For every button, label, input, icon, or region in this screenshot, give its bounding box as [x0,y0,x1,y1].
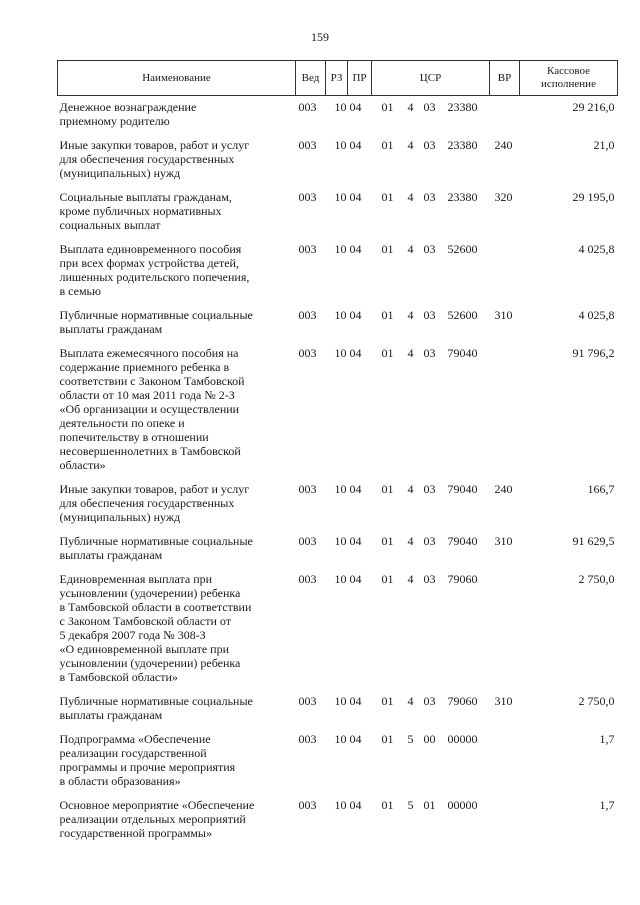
row-csr-part: 01 [381,100,394,114]
row-name-line: Публичные нормативные социальные [59,534,253,548]
row-vr: 240 [494,482,513,496]
row-ved: 003 [298,346,317,360]
row-name [58,96,296,129]
row-pr: 04 [349,534,362,548]
row-sum: 21,0 [593,138,615,152]
row-rz: 10 [334,572,347,586]
row-csr-part: 4 [407,534,414,548]
row-vr: 310 [494,534,513,548]
row-csr-part: 01 [381,190,394,204]
row-csr [372,684,490,722]
row-pr: 04 [349,732,362,746]
header-rz: РЗ [326,61,348,96]
row-csr [372,128,490,180]
row-name-line: Основное мероприятие «Обеспечение [59,798,255,812]
row-csr-part: 00000 [447,798,478,812]
row-name-line: «О единовременной выплате при [59,642,230,656]
header-sum-line2: исполнение [541,78,596,90]
row-csr-part: 79040 [447,534,478,548]
row-name-line: (муниципальных) нужд [59,166,181,180]
row-name-line: с Законом Тамбовской области от [59,614,231,628]
row-sum: 1,7 [599,732,615,746]
row-name-line: Социальные выплаты гражданам, [59,190,232,204]
row-pr: 04 [349,572,362,586]
row-name-line: Денежное вознаграждение [59,100,197,114]
row-csr-part: 4 [407,346,414,360]
row-name [58,298,296,336]
row-csr-part: 03 [423,100,436,114]
row-vr: 240 [494,138,513,152]
row-ved: 003 [298,534,317,548]
row-csr-part: 00 [423,732,436,746]
row-name [58,722,296,788]
row-pr: 04 [349,346,362,360]
row-name-line: Единовременная выплата при [59,572,213,586]
header-vr: ВР [490,61,520,96]
row-csr-part: 00000 [447,732,478,746]
row-name-line: содержание приемного ребенка в [59,360,230,374]
row-ved: 003 [298,482,317,496]
row-name [58,128,296,180]
row-csr-part: 4 [407,242,414,256]
row-csr [372,180,490,232]
row-csr [372,298,490,336]
row-name [58,524,296,562]
row-name-line: Иные закупки товаров, работ и услуг [59,482,250,496]
row-name-line: для обеспечения государственных [59,152,235,166]
table-row [58,684,618,722]
row-csr-part: 5 [407,798,414,812]
row-sum: 166,7 [587,482,615,496]
row-csr-part: 01 [381,138,394,152]
row-ved: 003 [298,100,317,114]
row-csr-part: 01 [381,242,394,256]
row-name-line: области от 10 мая 2011 года № 2-З [59,388,235,402]
row-csr-part: 79040 [447,346,478,360]
row-csr-part: 01 [381,308,394,322]
row-ved: 003 [298,732,317,746]
row-name-line: усыновлении (удочерении) ребенка [59,586,241,600]
row-csr-part: 01 [381,346,394,360]
row-name-line: реализации государственной [59,746,207,760]
row-sum: 2 750,0 [578,694,615,708]
row-sum: 29 216,0 [572,100,615,114]
row-name-line: Публичные нормативные социальные [59,308,253,322]
row-rz: 10 [334,190,347,204]
row-csr-part: 01 [381,694,394,708]
row-csr-part: 03 [423,190,436,204]
row-csr-part: 03 [423,138,436,152]
row-csr [372,562,490,684]
row-csr-part: 79060 [447,694,478,708]
header-sum [520,61,618,96]
row-csr [372,472,490,524]
row-name-line: Выплата единовременного пособия [59,242,242,256]
row-csr-part: 4 [407,482,414,496]
row-name-line: при всех формах устройства детей, [59,256,239,270]
row-vr [490,562,520,684]
row-name [58,684,296,722]
row-csr [372,524,490,562]
row-name [58,562,296,684]
row-csr-part: 4 [407,100,414,114]
table-row [58,788,618,840]
row-name-line: в Тамбовской области» [59,670,178,684]
row-name-line: Подпрограмма «Обеспечение [59,732,211,746]
row-rz: 10 [334,346,347,360]
row-name [58,788,296,840]
row-csr-part: 01 [381,572,394,586]
row-csr-part: 4 [407,190,414,204]
row-vr [490,336,520,472]
row-name-line: программы и прочие мероприятия [59,760,236,774]
row-name-line: Иные закупки товаров, работ и услуг [59,138,250,152]
row-csr-part: 4 [407,308,414,322]
row-name-line: усыновлении (удочерении) ребенка [59,656,241,670]
row-name-line: области» [59,458,106,472]
row-rz: 10 [334,732,347,746]
row-vr [490,232,520,298]
header-name: Наименование [58,61,296,96]
row-sum: 29 195,0 [572,190,615,204]
row-name-line: реализации отдельных мероприятий [59,812,246,826]
row-name-line: деятельности по опеке и [59,416,185,430]
row-csr-part: 03 [423,572,436,586]
row-csr-part: 03 [423,346,436,360]
row-name-line: выплаты гражданам [59,322,163,336]
row-pr: 04 [349,482,362,496]
row-csr-part: 4 [407,138,414,152]
row-sum: 2 750,0 [578,572,615,586]
row-name [58,472,296,524]
table-row [58,96,618,129]
row-ved: 003 [298,190,317,204]
row-name-line: государственной программы» [59,826,212,840]
row-csr-part: 4 [407,694,414,708]
row-csr-part: 01 [381,482,394,496]
row-vr [490,722,520,788]
header-csr: ЦСР [372,61,490,96]
row-ved: 003 [298,694,317,708]
row-csr-part: 23380 [447,138,478,152]
table-row [58,128,618,180]
row-name-line: попечительству в отношении [59,430,209,444]
row-rz: 10 [334,534,347,548]
row-rz: 10 [334,138,347,152]
row-csr-part: 01 [381,732,394,746]
row-pr: 04 [349,190,362,204]
row-sum: 4 025,8 [578,242,615,256]
header-pr: ПР [348,61,372,96]
row-name-line: выплаты гражданам [59,548,163,562]
row-csr-part: 03 [423,534,436,548]
table-row [58,180,618,232]
row-name-line: «Об организации и осуществлении [59,402,240,416]
budget-table [57,60,618,840]
table-row [58,336,618,472]
row-name-line: несовершеннолетних в Тамбовской [59,444,241,458]
row-name [58,180,296,232]
row-name [58,336,296,472]
row-csr-part: 01 [381,798,394,812]
header-ved: Вед [296,61,326,96]
row-csr [372,788,490,840]
table-row [58,472,618,524]
row-csr-part: 01 [423,798,436,812]
row-csr [372,336,490,472]
row-name-line: соответствии с Законом Тамбовской [59,374,245,388]
row-csr [372,722,490,788]
row-name-line: в семью [59,284,101,298]
row-pr: 04 [349,798,362,812]
row-rz: 10 [334,482,347,496]
row-ved: 003 [298,572,317,586]
row-rz: 10 [334,798,347,812]
row-pr: 04 [349,138,362,152]
row-ved: 003 [298,242,317,256]
row-ved: 003 [298,798,317,812]
row-csr-part: 79060 [447,572,478,586]
row-csr-part: 79040 [447,482,478,496]
row-name-line: приемному родителю [59,114,170,128]
row-csr-part: 52600 [447,242,478,256]
row-vr: 320 [494,190,513,204]
table-row [58,524,618,562]
row-vr [490,96,520,129]
row-rz: 10 [334,100,347,114]
row-vr: 310 [494,694,513,708]
row-name-line: 5 декабря 2007 года № 308-З [59,628,206,642]
table-row [58,562,618,684]
row-sum: 1,7 [599,798,615,812]
row-csr-part: 52600 [447,308,478,322]
row-rz: 10 [334,694,347,708]
row-name-line: (муниципальных) нужд [59,510,181,524]
row-pr: 04 [349,100,362,114]
row-name-line: кроме публичных нормативных [59,204,222,218]
row-csr-part: 5 [407,732,414,746]
table-row [58,722,618,788]
row-csr-part: 03 [423,242,436,256]
row-ved: 003 [298,138,317,152]
table-header-row [58,61,618,96]
header-sum-line1: Кассовое [547,65,590,77]
row-csr-part: 03 [423,694,436,708]
row-sum: 91 796,2 [572,346,615,360]
table-row [58,298,618,336]
row-csr [372,96,490,129]
row-name-line: Публичные нормативные социальные [59,694,253,708]
row-csr-part: 03 [423,308,436,322]
row-pr: 04 [349,308,362,322]
row-sum: 91 629,5 [572,534,615,548]
row-name-line: Выплата ежемесячного пособия на [59,346,239,360]
row-csr-part: 4 [407,572,414,586]
row-csr-part: 23380 [447,190,478,204]
row-vr: 310 [494,308,513,322]
row-name-line: лишенных родительского попечения, [59,270,250,284]
row-sum: 4 025,8 [578,308,615,322]
row-name-line: социальных выплат [59,218,161,232]
page-number: 159 [311,30,329,44]
table-row [58,232,618,298]
row-name-line: для обеспечения государственных [59,496,235,510]
row-name-line: в Тамбовской области в соответствии [59,600,252,614]
row-csr-part: 01 [381,534,394,548]
row-vr [490,788,520,840]
row-csr-part: 23380 [447,100,478,114]
row-name [58,232,296,298]
row-rz: 10 [334,308,347,322]
row-pr: 04 [349,694,362,708]
row-rz: 10 [334,242,347,256]
row-csr [372,232,490,298]
row-name-line: в области образования» [59,774,181,788]
row-ved: 003 [298,308,317,322]
row-name-line: выплаты гражданам [59,708,163,722]
row-csr-part: 03 [423,482,436,496]
row-pr: 04 [349,242,362,256]
